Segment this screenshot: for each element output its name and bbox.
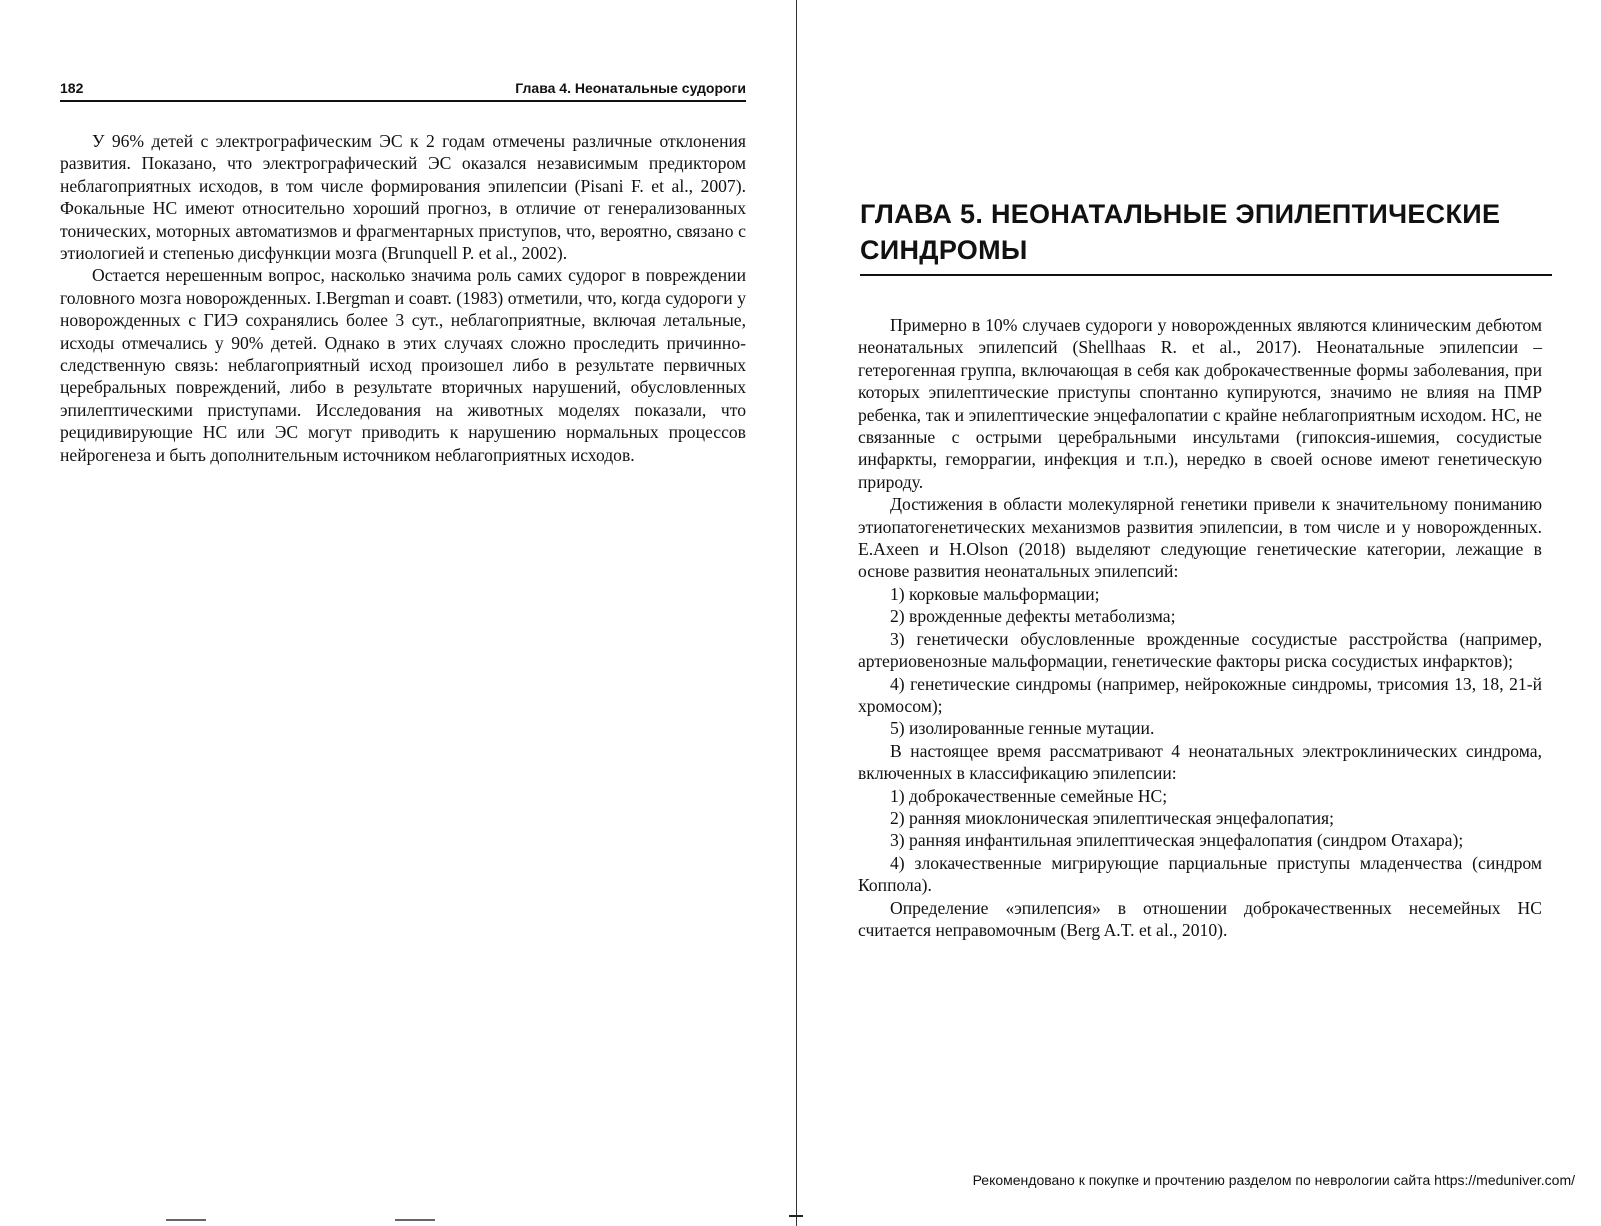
list-item: 1) доброкачественные семейные НС; (890, 785, 1168, 806)
list-item: 3) ранняя инфантильная эпилептическая энцефалопатия (синдром Отахара); (890, 830, 1464, 851)
bottom-mark (395, 1219, 435, 1221)
paragraph: Остается нерешенным вопрос, насколько значима роль самих судорог в повреждении головного мозга новорожденных. I.Bergman и соавт. (1983) отметили, что, когда судороги у новорожденных с ГИЭ сохранялись более 3 сут., неблагоприятные, включая летальные, исходы отмечались у 90% детей. Однако в этих случаях сложно проследить причинно-следственную связь: неблагоприятный исход произошел либо в результате первичных церебральных повреждений, либо в результате вторичных нарушений, обусловленных эпилептическими приступами. Исследования на животных моделях показали, что рецидивирующие НС или ЭС могут приводить к нарушению нормальных процессов нейрогенеза и быть дополнительным источником неблагоприятных исходов. (60, 265, 746, 465)
site-recommendation-note: Рекомендовано к покупке и прочтению разделом по неврологии сайта https://meduniver.com/ (972, 1172, 1575, 1188)
paragraph: Примерно в 10% случаев судороги у новорожденных являются клиническим дебютом неонатальных эпилепсий (Shellhaas R. et al., 2017). Неонатальные эпилепсии – гетерогенная группа, включающая в себя как доброкачественные формы заболевания, при которых эпилептические приступы спонтанно купируются, значимо не влияя на ПМР ребенка, так и эпилептические энцефалопатии с крайне неблагоприятным исходом. НС, не связанные с острыми церебральными инсультами (гипоксия-ишемия, сосудистые инфаркты, геморрагии, инфекция и т.п.), нередко в своей основе имеют генетическую природу. (858, 315, 1542, 492)
paragraph: В настоящее время рассматривают 4 неонатальных электроклинических синдрома, включенных в классификацию эпилепсии: (858, 740, 1542, 784)
left-page (0, 0, 790, 1226)
right-page (800, 0, 1601, 1226)
list-item: 4) генетические синдромы (например, нейрокожные синдромы, трисомия 13, 18, 21-й хромосом); (858, 673, 1542, 716)
chapter-title (860, 196, 1552, 276)
list-item: 2) врожденные дефекты метаболизма; (890, 606, 1176, 627)
list-item: 4) злокачественные мигрирующие парциальные приступы младенчества (синдром Коппола). (858, 852, 1542, 896)
list-item: 1) корковые мальформации; (890, 583, 1100, 604)
paragraph: У 96% детей с электрографическим ЭС к 2 годам отмечены различные отклонения развития. Показано, что электрографический ЭС оказался независимым предиктором неблагоприятных исходов, в том числе формирования эпилепсии (Pisani F. et al., 2007). Фокальные НС имеют относительно хороший прогноз, в отличие от генерализованных тонических, моторных автоматизмов и фрагментарных приступов, что, вероятно, связано с этиологией и степенью дисфункции мозга (Brunquell P. et al., 2002). (60, 131, 746, 264)
chapter-running-title: Глава 4. Неонатальные судороги (515, 80, 746, 96)
bottom-mark (166, 1219, 206, 1221)
paragraph: Достижения в области молекулярной генетики привели к значительному пониманию этиопатогенетических механизмов развития эпилепсии, в том числе и у новорожденных. E.Axeen и H.Olson (2018) выделяют следующие генетические категории, лежащие в основе развития неонатальных эпилепсий: (858, 494, 1542, 582)
list-item: 2) ранняя миоклоническая эпилептическая энцефалопатия; (890, 807, 1335, 828)
left-body-text (60, 130, 746, 466)
list-item: 5) изолированные генные мутации. (890, 718, 1155, 739)
right-body-text (858, 314, 1542, 941)
list-item: 3) генетически обусловленные врожденные сосудистые расстройства (например, артериовенозные мальформации, генетические факторы риска сосудистых инфарктов); (858, 628, 1542, 672)
book-spine (796, 0, 797, 1226)
chapter-title-line: СИНДРОМЫ (860, 235, 1028, 265)
page-number: 182 (60, 80, 84, 96)
chapter-title-line: ГЛАВА 5. НЕОНАТАЛЬНЫЕ ЭПИЛЕПТИЧЕСКИЕ (860, 199, 1501, 229)
running-head (60, 80, 746, 102)
paragraph: Определение «эпилепсия» в отношении доброкачественных несемейных НС считается неправомочным (Berg A.T. et al., 2010). (858, 897, 1542, 940)
